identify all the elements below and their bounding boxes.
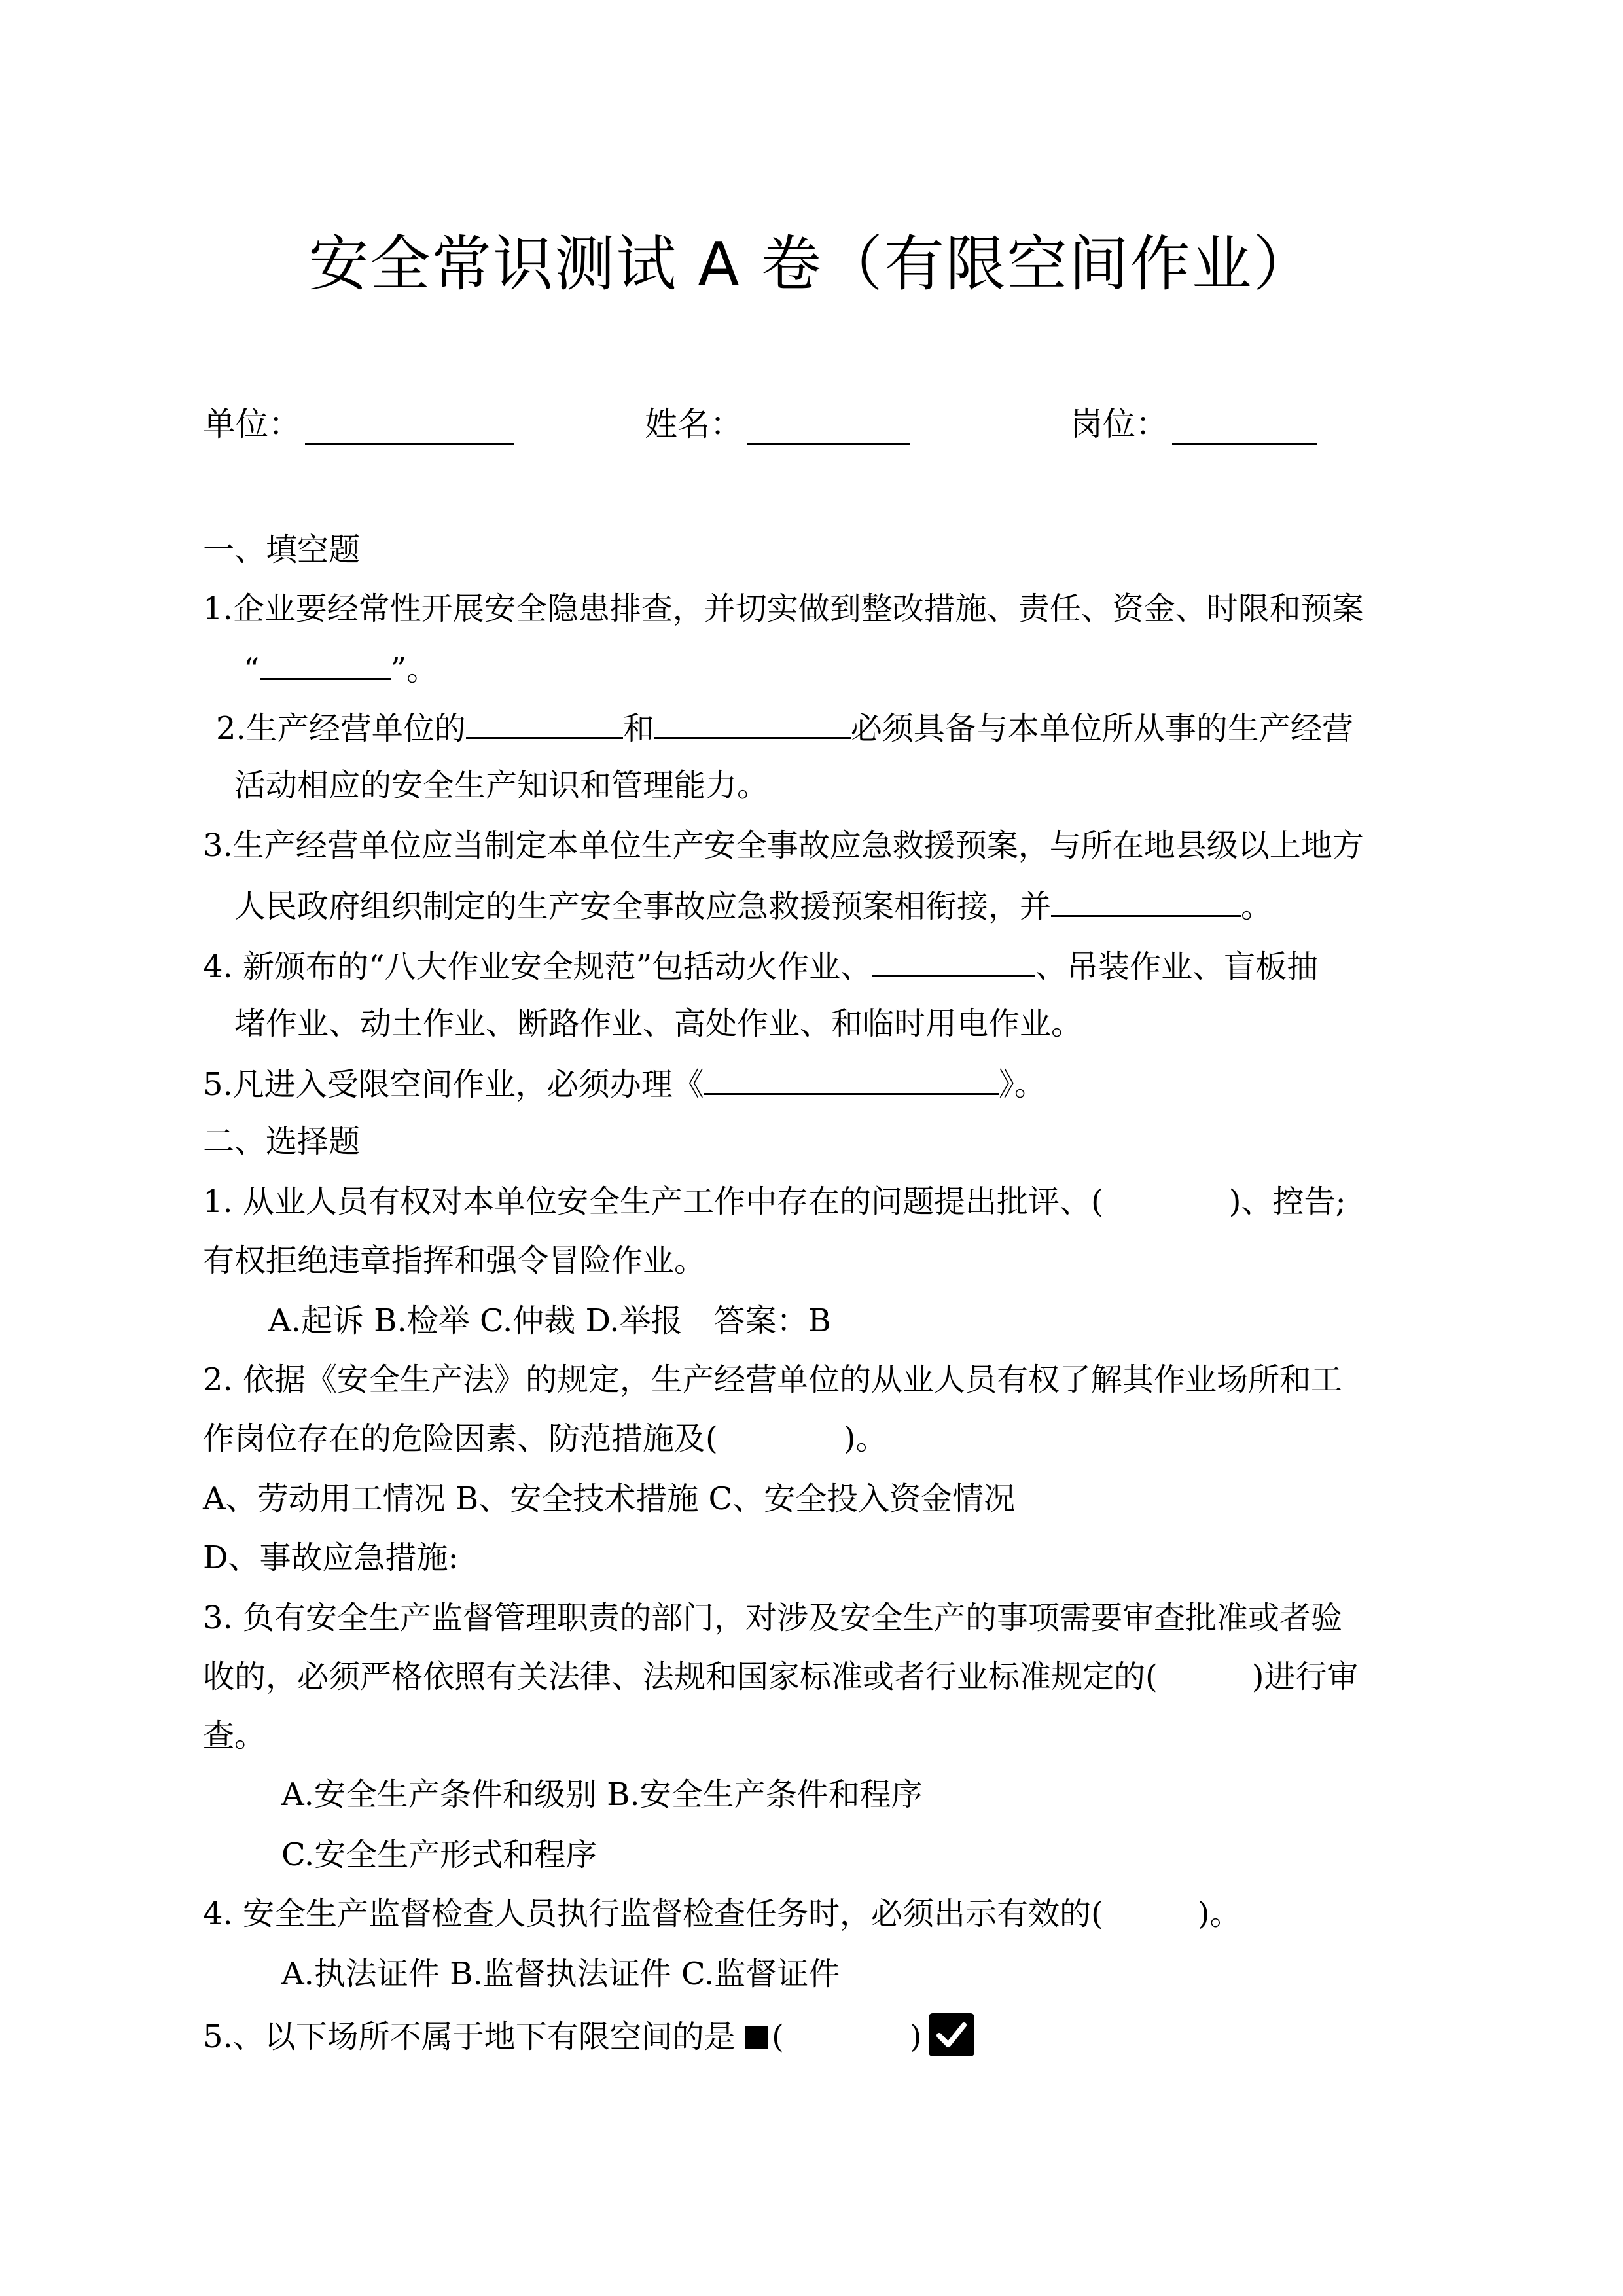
s1-q4-blank[interactable] xyxy=(872,945,1035,977)
s1-q1-open-quote: “ xyxy=(243,651,260,688)
s1-q2-text-c: 必须具备与本单位所从事的生产经营 xyxy=(850,710,1353,747)
s2-q3-options-1: A.安全生产条件和级别 B.安全生产条件和程序 xyxy=(281,1776,923,1813)
s1-q2-text-a: 2.生产经营单位的 xyxy=(216,710,466,747)
name-field xyxy=(645,398,910,445)
s1-q1-blank[interactable] xyxy=(260,648,391,680)
s1-q4-text-b: 、吊装作业、盲板抽 xyxy=(1035,948,1319,985)
s1-q3-line1: 3.生产经营单位应当制定本单位生产安全事故应急救援预案，与所在地县级以上地方 xyxy=(203,827,1364,864)
section2-heading: 二、选择题 xyxy=(203,1123,361,1160)
s2-q4-line1: 4. 安全生产监督检查人员执行监督检查任务时，必须出示有效的( )。 xyxy=(203,1895,1241,1932)
s2-q2-line2: 作岗位存在的危险因素、防范措施及( )。 xyxy=(203,1420,887,1457)
s2-q1-line1: 1. 从业人员有权对本单位安全生产工作中存在的问题提出批评、( )、控告; xyxy=(203,1183,1346,1220)
s1-q5-text-a: 5.凡进入受限空间作业，必须办理《 xyxy=(203,1066,704,1103)
s1-q5-blank[interactable] xyxy=(704,1063,999,1095)
unit-field xyxy=(203,398,514,445)
s1-q3-line2 xyxy=(234,885,1272,926)
black-square-icon xyxy=(745,2026,768,2049)
s2-q3-line2: 收的，必须严格依照有关法律、法规和国家标准或者行业标准规定的( )进行审 xyxy=(203,1659,1359,1695)
s1-q2-blank1[interactable] xyxy=(466,707,623,739)
position-label: 岗位： xyxy=(1070,405,1168,443)
s2-q5-paren: ( ) xyxy=(772,2018,922,2055)
checkmark-icon[interactable] xyxy=(929,2013,974,2056)
s2-q3-line1: 3. 负有安全生产监督管理职责的部门，对涉及安全生产的事项需要审查批准或者验 xyxy=(203,1600,1343,1636)
name-blank[interactable] xyxy=(747,409,910,445)
s2-q2-line1: 2. 依据《安全生产法》的规定，生产经营单位的从业人员有权了解其作业场所和工 xyxy=(203,1361,1343,1398)
s2-q1-options: A.起诉 B.检举 C.仲裁 D.举报 答案：B xyxy=(268,1302,831,1339)
s1-q1-close-quote: ”。 xyxy=(390,651,438,688)
s2-q2-options-1: A、劳动用工情况 B、安全技术措施 C、安全投入资金情况 xyxy=(203,1480,1016,1517)
page-title: 安全常识测试 A 卷（有限空间作业） xyxy=(308,229,1315,299)
name-label: 姓名： xyxy=(645,405,743,443)
s2-q3-options-2: C.安全生产形式和程序 xyxy=(281,1837,597,1873)
s2-q5-line xyxy=(203,2013,974,2056)
s2-q3-line3: 查。 xyxy=(203,1717,266,1754)
section1-heading: 一、填空题 xyxy=(203,531,361,568)
unit-blank[interactable] xyxy=(305,409,514,445)
s1-q4-line1 xyxy=(203,945,1318,986)
s1-q1-line2 xyxy=(243,648,438,689)
s1-q2-line2: 活动相应的安全生产知识和管理能力。 xyxy=(234,767,769,804)
s1-q5-line xyxy=(203,1063,1046,1104)
s1-q2-line1 xyxy=(216,707,1353,748)
s1-q4-line2: 堵作业、动土作业、断路作业、高处作业、和临时用电作业。 xyxy=(234,1005,1083,1042)
s2-q4-options: A.执法证件 B.监督执法证件 C.监督证件 xyxy=(281,1956,840,1992)
unit-label: 单位： xyxy=(203,405,301,443)
s1-q3-end: 。 xyxy=(1241,888,1273,925)
position-blank[interactable] xyxy=(1172,409,1317,445)
position-field xyxy=(1070,398,1317,445)
s2-q2-options-2: D、事故应急措施: xyxy=(203,1539,459,1576)
s1-q2-blank2[interactable] xyxy=(654,707,851,739)
s1-q3-blank[interactable] xyxy=(1051,885,1241,917)
s1-q3-text: 人民政府组织制定的生产安全事故应急救援预案相衔接，并 xyxy=(234,888,1052,925)
s1-q1-line1: 1.企业要经常性开展安全隐患排查，并切实做到整改措施、责任、资金、时限和预案 xyxy=(203,590,1364,627)
s2-q5-text: 5.、以下场所不属于地下有限空间的是 xyxy=(203,2018,736,2055)
s1-q2-text-b: 和 xyxy=(622,710,654,747)
s1-q4-text-a: 4. 新颁布的“八大作业安全规范”包括动火作业、 xyxy=(203,948,872,985)
s1-q5-text-b: 》。 xyxy=(998,1066,1046,1103)
s2-q1-line2: 有权拒绝违章指挥和强令冒险作业。 xyxy=(203,1242,706,1279)
